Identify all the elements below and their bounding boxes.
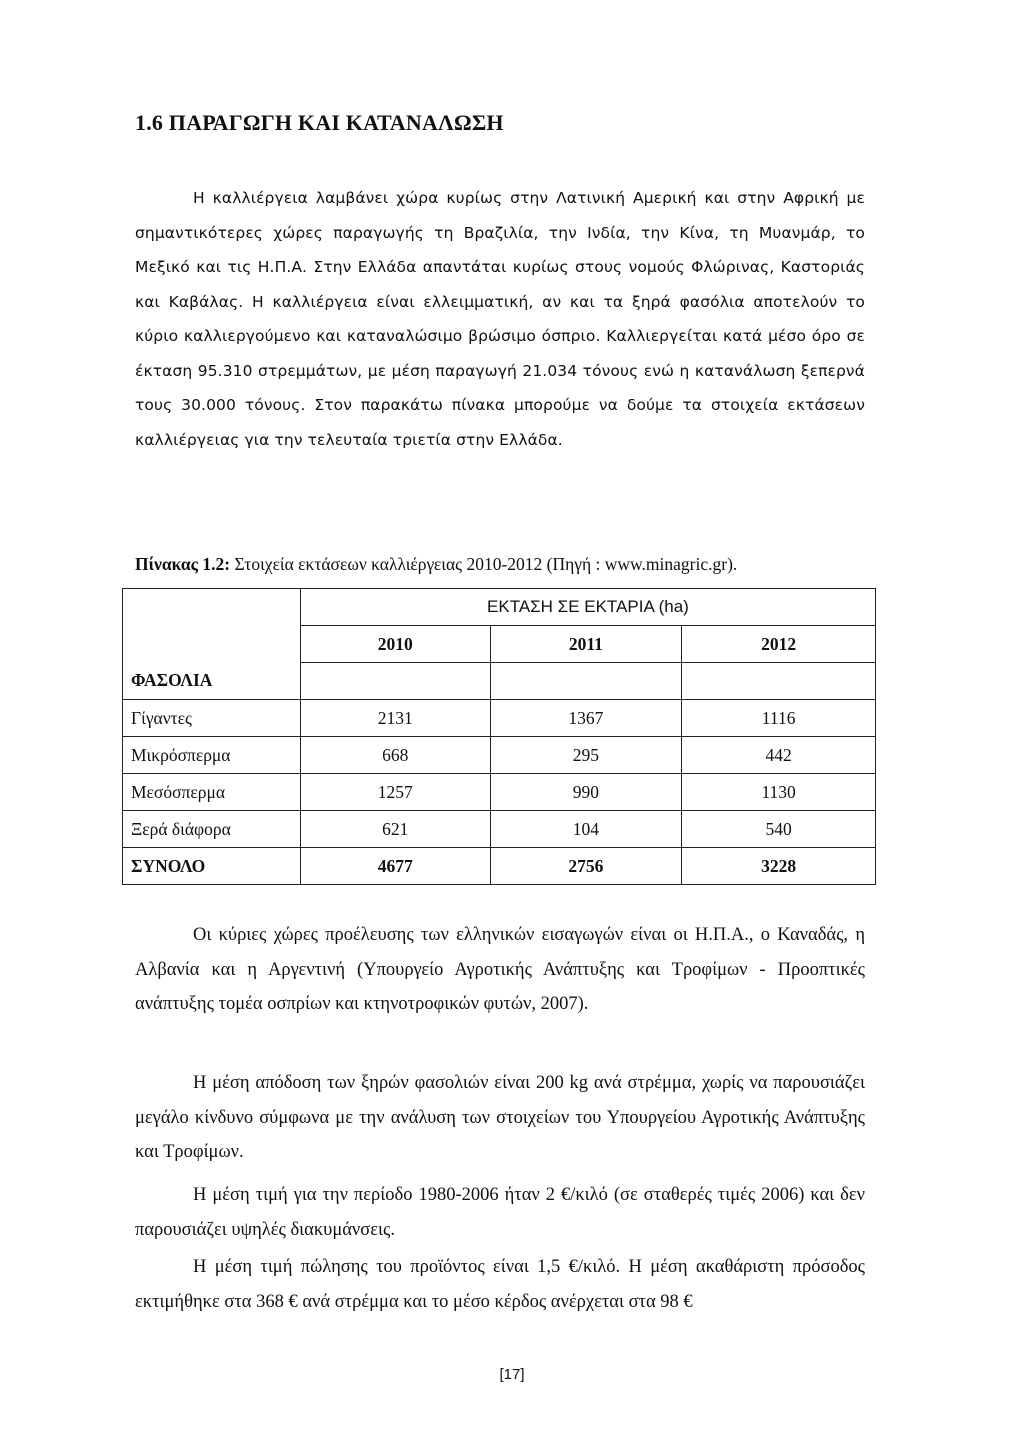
- cell-value: 442: [682, 737, 876, 774]
- revenue-paragraph: Η μέση τιμή πώλησης του προϊόντος είναι 1,5 €/κιλό. Η μέση ακαθάριστη πρόσοδος εκτιμήθηκε στα 368 € ανά στρέμμα και το μέσο κέρδος ανέρχεται στα 98 €: [135, 1257, 865, 1312]
- cultivation-area-table: [122, 588, 876, 885]
- cell-value: 621: [300, 811, 490, 848]
- table-row: [123, 774, 876, 811]
- table-total-row: [123, 848, 876, 885]
- cell-value: 2131: [300, 700, 490, 737]
- cell-value: 668: [300, 737, 490, 774]
- table-caption-label: Πίνακας 1.2:: [135, 554, 231, 574]
- cell-value: 295: [490, 737, 682, 774]
- row-label: Μεσόσπερμα: [123, 774, 301, 811]
- cell-value: 990: [490, 774, 682, 811]
- table-row: [123, 700, 876, 737]
- years-empty-cell: [123, 626, 301, 663]
- category-empty-cell: [682, 663, 876, 700]
- row-label: Γίγαντες: [123, 700, 301, 737]
- header-empty-cell: [123, 589, 301, 626]
- section-heading: 1.6 ΠΑΡΑΓΩΓΗ ΚΑΙ ΚΑΤΑΝΑΛΩΣΗ: [135, 110, 504, 135]
- cell-value: 1116: [682, 700, 876, 737]
- year-header-2012: 2012: [682, 626, 876, 663]
- cell-value: 104: [490, 811, 682, 848]
- price-paragraph: Η μέση τιμή για την περίοδο 1980-2006 ήταν 2 €/κιλό (σε σταθερές τιμές 2006) και δεν παρουσιάζει υψηλές διακυμάνσεις.: [135, 1185, 865, 1240]
- table-category-row: [123, 663, 876, 700]
- category-label: ΦΑΣΟΛΙΑ: [123, 663, 301, 700]
- row-label: Ξερά διάφορα: [123, 811, 301, 848]
- table-row: [123, 811, 876, 848]
- imports-paragraph: Οι κύριες χώρες προέλευσης των ελληνικών εισαγωγών είναι οι Η.Π.Α., ο Καναδάς, η Αλβανία και η Αργεντινή (Υπουργείο Αγροτικής Ανάπτυξης και Τροφίμων - Προοπτικές ανάπτυξης τομέα οσπρίων και κτηνοτροφικών φυτών, 2007).: [135, 925, 865, 1014]
- yield-paragraph: Η μέση απόδοση των ξηρών φασολιών είναι 200 kg ανά στρέμμα, χωρίς να παρουσιάζει μεγάλο κίνδυνο σύμφωνα με την ανάλυση των στοιχείων του Υπουργείου Αγροτικής Ανάπτυξης και Τροφίμων.: [135, 1073, 865, 1162]
- total-value: 4677: [300, 848, 490, 885]
- table-caption: [135, 554, 737, 575]
- table-years-row: [123, 626, 876, 663]
- page-number: [17]: [499, 1366, 525, 1383]
- year-header-2010: 2010: [300, 626, 490, 663]
- total-label: ΣΥΝΟΛΟ: [123, 848, 301, 885]
- cell-value: 540: [682, 811, 876, 848]
- year-header-2011: 2011: [490, 626, 682, 663]
- intro-paragraph: Η καλλιέργεια λαμβάνει χώρα κυρίως στην Λατινική Αμερική και στην Αφρική με σημαντικότερες χώρες παραγωγής τη Βραζιλία, την Ινδία, την Κίνα, τη Μυανμάρ, το Μεξικό και τις Η.Π.Α. Στην Ελλάδα απαντάται κυρίως στους νομούς Φλώρινας, Καστοριάς και Καβάλας. Η καλλιέργεια είναι ελλειμματική, αν και τα ξηρά φασόλια αποτελούν το κύριο καλλιεργούμενο και καταναλώσιμο βρώσιμο όσπριο. Καλλιεργείται κατά μέσο όρο σε έκταση 95.310 στρεμμάτων, με μέση παραγωγή 21.034 τόνους ενώ η κατανάλωση ξεπερνά τους 30.000 τόνους. Στον παρακάτω πίνακα μπορούμε να δούμε τα στοιχεία εκτάσεων καλλιέργειας για την τελευταία τριετία στην Ελλάδα.: [135, 189, 865, 449]
- cell-value: 1130: [682, 774, 876, 811]
- table-header-row: [123, 589, 876, 626]
- table-caption-text: Στοιχεία εκτάσεων καλλιέργειας 2010-2012 (Πηγή : www.minagric.gr).: [230, 554, 738, 574]
- cell-value: 1257: [300, 774, 490, 811]
- table-row: [123, 737, 876, 774]
- row-label: Μικρόσπερμα: [123, 737, 301, 774]
- total-value: 2756: [490, 848, 682, 885]
- category-empty-cell: [300, 663, 490, 700]
- area-header: ΕΚΤΑΣΗ ΣΕ ΕΚΤΑΡΙΑ (ha): [300, 589, 875, 626]
- total-value: 3228: [682, 848, 876, 885]
- cell-value: 1367: [490, 700, 682, 737]
- category-empty-cell: [490, 663, 682, 700]
